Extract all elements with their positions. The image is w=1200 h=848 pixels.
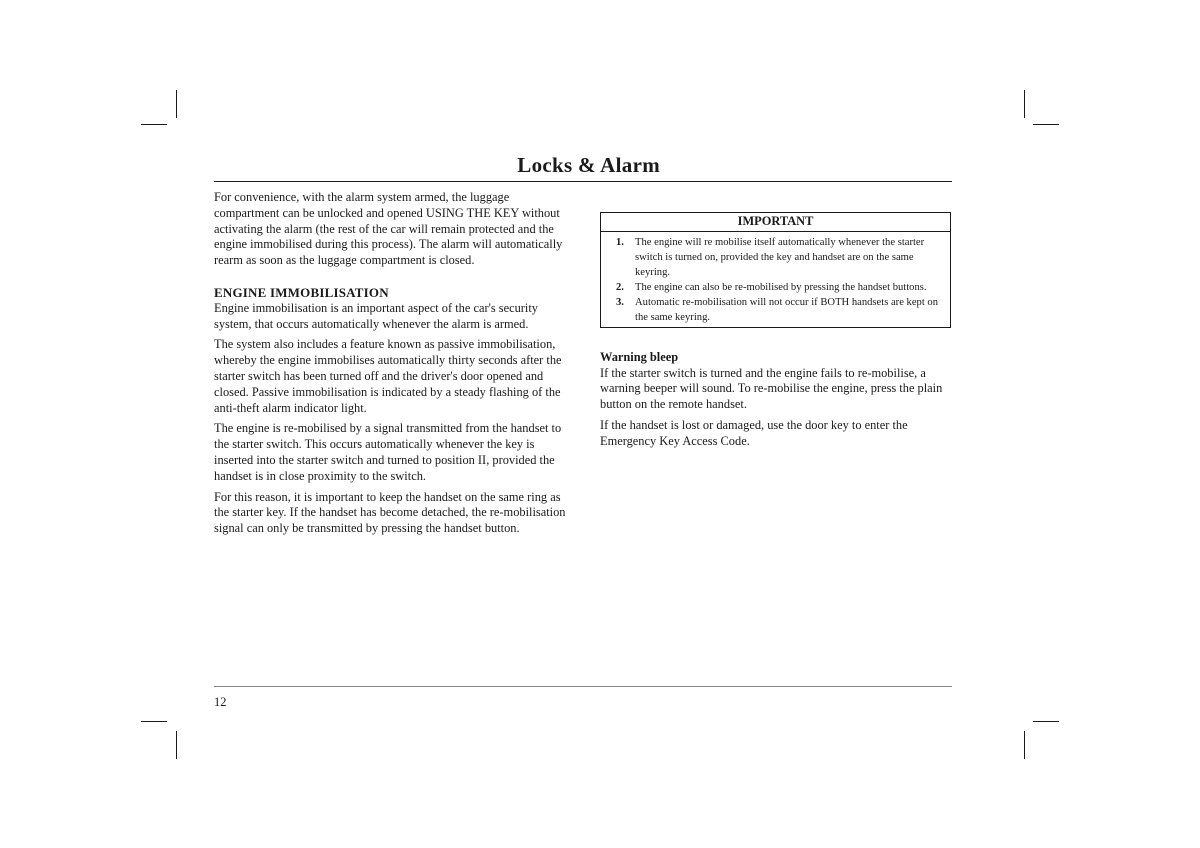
intro-paragraph: For convenience, with the alarm system armed, the luggage compartment can be unlocked and opened USING THE KEY without activating the alarm (the rest of the car will remain protected and the engine immobilised during this process). The alarm will automatically rearm as soon as the luggage compartment is closed.: [214, 190, 563, 268]
item-number: 3.: [616, 296, 624, 308]
crop-mark: [1033, 124, 1059, 125]
item-text: Automatic re-mobilisation will not occur if BOTH handsets are kept on the same keyring.: [635, 296, 939, 323]
list-item: [616, 295, 942, 325]
crop-mark: [141, 124, 167, 125]
important-title: IMPORTANT: [601, 213, 950, 232]
list-item: [616, 235, 942, 280]
paragraph: If the handset is lost or damaged, use the door key to enter the Emergency Key Access Code.: [600, 417, 908, 448]
paragraph: The system also includes a feature known as passive immobilisation, whereby the engine immobilises automatically thirty seconds after the starter switch has been turned off and the driver's door opened and closed. Passive immobilisation is indicated by a steady flashing of the anti-theft alarm indicator light.: [214, 337, 562, 415]
page-number: 12: [214, 695, 227, 709]
crop-mark: [1024, 731, 1025, 759]
important-list: [601, 232, 950, 327]
paragraph: The engine is re-mobilised by a signal transmitted from the handset to the starter switch. This occurs automatically whenever the key is inserted into the starter switch and turned to position II, provided the handset is in close proximity to the switch.: [214, 421, 562, 483]
paragraph: Engine immobilisation is an important aspect of the car's security system, that occurs automatically whenever the alarm is armed.: [214, 300, 538, 331]
left-column: [214, 190, 566, 542]
title-divider: [214, 181, 952, 182]
crop-mark: [1033, 721, 1059, 722]
crop-mark: [141, 721, 167, 722]
list-item: [616, 280, 942, 295]
item-number: 1.: [616, 236, 624, 248]
section-heading: ENGINE IMMOBILISATION: [214, 284, 389, 300]
footer-divider: [214, 686, 952, 687]
item-text: The engine will re mobilise itself automatically whenever the starter switch is turned on, provided the key and handset are on the same keyring.: [635, 236, 925, 278]
important-box: [600, 212, 951, 328]
right-column: [600, 212, 951, 455]
page-title: Locks & Alarm: [517, 153, 660, 177]
crop-mark: [176, 90, 177, 118]
paragraph: If the starter switch is turned and the engine fails to re-mobilise, a warning beeper will sound. To re-mobilise the engine, press the plain button on the remote handset.: [600, 365, 943, 412]
paragraph: For this reason, it is important to keep the handset on the same ring as the starter key. If the handset has become detached, the re-mobilisation signal can only be transmitted by pressing the handset button.: [214, 489, 566, 536]
item-text: The engine can also be re-mobilised by pressing the handset buttons.: [635, 281, 927, 293]
subsection-heading: Warning bleep: [600, 349, 679, 364]
crop-mark: [176, 731, 177, 759]
crop-mark: [1024, 90, 1025, 118]
item-number: 2.: [616, 281, 624, 293]
